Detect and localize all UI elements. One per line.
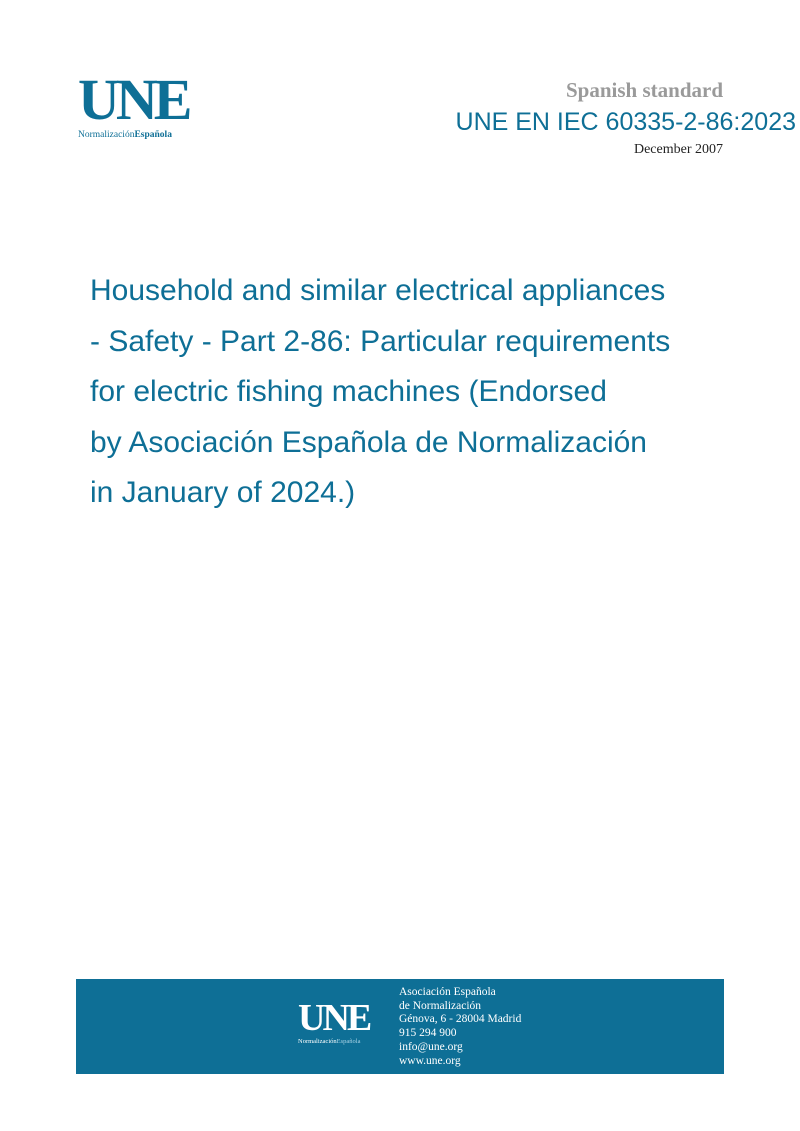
title-line: in January of 2024.) [90, 476, 356, 509]
footer-address [399, 986, 521, 1068]
address-org-line: de Normalización [399, 999, 482, 1012]
standard-code: UNE EN IEC 60335-2-86:2023 [455, 108, 796, 136]
footer-band [76, 979, 724, 1074]
footer-logo-wordmark: UNE [298, 997, 370, 1039]
title-line: Household and similar electrical appliances [90, 274, 666, 307]
document-kind: Spanish standard [566, 78, 723, 102]
address-website: www.une.org [399, 1054, 461, 1067]
address-org-line: Asociación Española [399, 986, 496, 998]
document-title [90, 266, 750, 519]
address-phone: 915 294 900 [399, 1027, 457, 1040]
logo-tagline-b: Española [134, 130, 172, 140]
title-line: - Safety - Part 2-86: Particular requirements [90, 324, 671, 358]
title-line: for electric fishing machines (Endorsed [90, 375, 607, 408]
title-line: by Asociación Española de Normalización [90, 425, 647, 459]
address-street: Génova, 6 - 28004 Madrid [399, 1013, 522, 1026]
logo-wordmark: UNE [78, 67, 189, 132]
address-email: info@une.org [399, 1040, 463, 1053]
footer-logo-tagline-a: Normalización [298, 1038, 337, 1045]
footer-logo [298, 999, 369, 1045]
footer-logo-tagline [298, 1038, 369, 1045]
une-logo [78, 67, 196, 140]
logo-tagline-a: Normalización [78, 130, 135, 140]
footer-logo-tagline-b: Española [336, 1038, 361, 1045]
publication-date: December 2007 [633, 142, 723, 157]
